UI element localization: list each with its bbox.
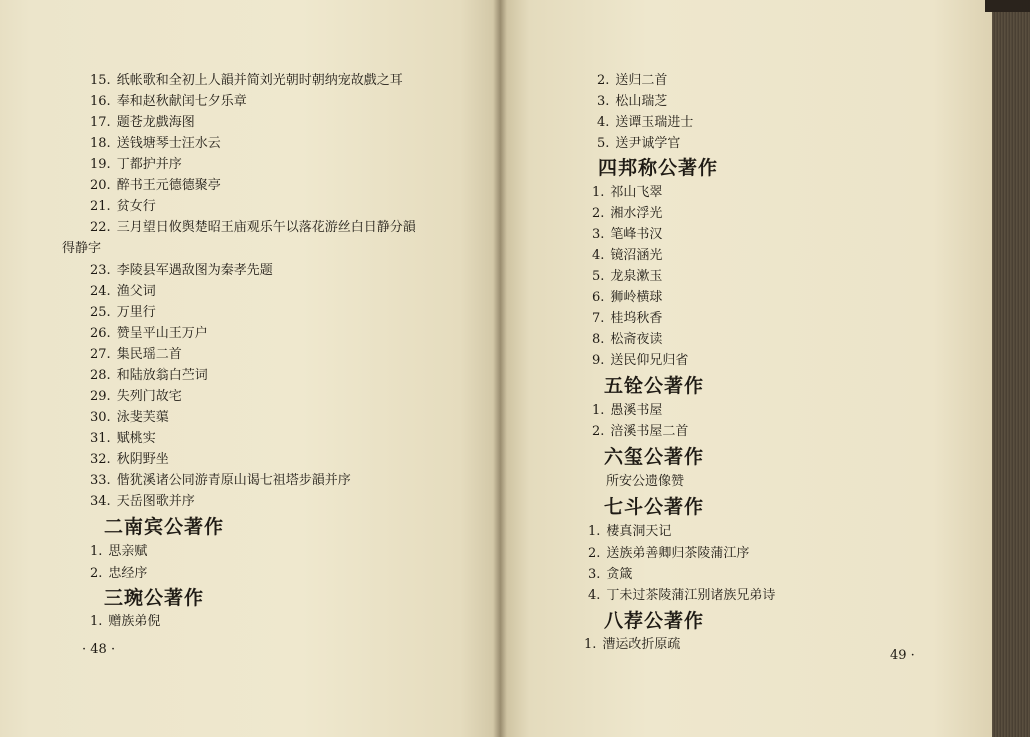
page-number: · 48 ·	[82, 642, 116, 657]
list-item: 1. 漕运改折原疏	[584, 637, 681, 652]
section-heading: 七斗公著作	[604, 496, 705, 518]
list-item: 1. 祁山飞翠	[592, 185, 663, 200]
list-item: 3. 松山瑞芝	[597, 94, 668, 109]
list-item: 1. 愚溪书屋	[592, 403, 663, 418]
list-item: 29. 失列门故宅	[90, 389, 182, 404]
list-item: 31. 赋桃实	[90, 431, 156, 446]
list-item: 2. 涪溪书屋二首	[592, 424, 689, 439]
list-item: 9. 送民仰兄归省	[592, 353, 689, 368]
list-item: 2. 送族弟善卿归茶陵蒲江序	[588, 546, 750, 561]
section-heading: 五铨公著作	[604, 375, 705, 397]
list-item: 24. 渔父词	[90, 284, 156, 299]
list-item: 3. 笔峰书汉	[592, 227, 663, 242]
book-cover-corner	[985, 0, 1030, 12]
list-item: 4. 镜沼涵光	[592, 248, 663, 263]
section-heading: 八荐公著作	[604, 610, 705, 632]
list-item: 8. 松斋夜读	[592, 332, 663, 347]
list-item: 3. 贪箴	[588, 567, 633, 582]
list-item: 25. 万里行	[90, 305, 156, 320]
section-heading: 六玺公著作	[604, 446, 705, 468]
book-gutter	[493, 0, 507, 737]
list-item: 33. 偕犹溪诸公同游青原山谒七祖塔步韻并序	[90, 473, 351, 488]
page-number: 49 ·	[890, 648, 915, 663]
list-item: 1. 棲真洞天记	[588, 524, 672, 539]
list-item: 5. 送尹诚学官	[597, 136, 681, 151]
list-item: 27. 集民瑶二首	[90, 347, 182, 362]
list-item: 22. 三月望日攸舆楚昭王庙观乐午以落花游丝白日静分韻	[90, 220, 416, 235]
section-heading: 四邦称公著作	[598, 157, 719, 179]
list-item: 26. 赞呈平山王万户	[90, 326, 208, 341]
page-edges	[992, 0, 1030, 737]
list-item: 5. 龙泉漱玉	[592, 269, 663, 284]
list-item: 30. 泳斐芙蕖	[90, 410, 169, 425]
list-item: 2. 送归二首	[597, 73, 668, 88]
list-item-continuation: 得静字	[62, 241, 102, 256]
list-item: 所安公遗像赞	[606, 474, 685, 489]
list-item: 15. 纸帐歌和全初上人韻并简刘光朝时朝纳宠故戲之耳	[90, 73, 403, 88]
list-item: 28. 和陆放翁白苎词	[90, 368, 208, 383]
list-item: 17. 题苍龙戲海图	[90, 115, 195, 130]
list-item: 20. 醉书王元德德聚亭	[90, 178, 221, 193]
list-item: 34. 天岳图歌并序	[90, 494, 195, 509]
list-item: 1. 思亲赋	[90, 544, 148, 559]
list-item: 16. 奉和赵秋献闰七夕乐章	[90, 94, 247, 109]
list-item: 19. 丁都护并序	[90, 157, 182, 172]
list-item: 2. 湘水浮光	[592, 206, 663, 221]
list-item: 2. 忠经序	[90, 566, 148, 581]
section-heading: 二南宾公著作	[104, 516, 225, 538]
list-item: 1. 赠族弟倪	[90, 614, 161, 629]
list-item: 7. 桂坞秋香	[592, 311, 663, 326]
list-item: 4. 送谭玉瑞进士	[597, 115, 694, 130]
list-item: 18. 送钱塘琴士汪水云	[90, 136, 221, 151]
list-item: 32. 秋阴野坐	[90, 452, 169, 467]
list-item: 6. 狮岭横球	[592, 290, 663, 305]
section-heading: 三琬公著作	[104, 587, 205, 609]
left-page	[0, 0, 500, 737]
list-item: 21. 贫女行	[90, 199, 156, 214]
right-page	[500, 0, 992, 737]
list-item: 4. 丁未过茶陵蒲江别诸族兄弟诗	[588, 588, 776, 603]
list-item: 23. 李陵县军遇敌图为秦孝先题	[90, 263, 273, 278]
